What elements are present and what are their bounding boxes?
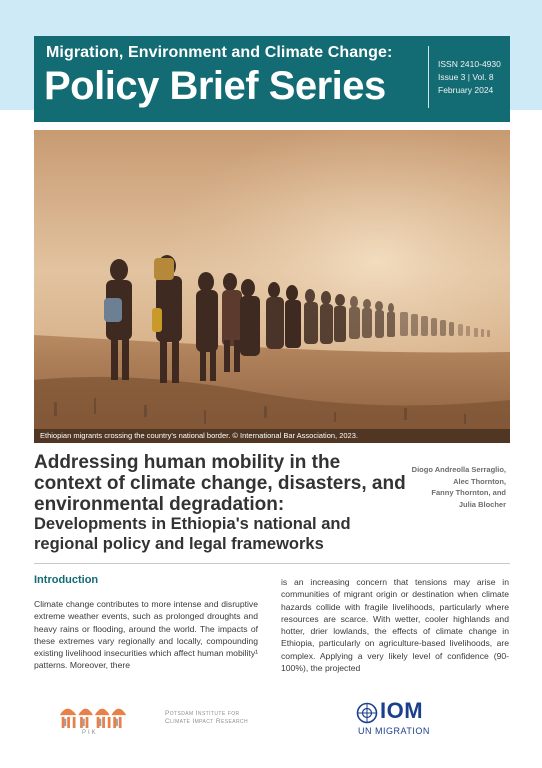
iom-logo [356,700,446,740]
pik-institute-name [165,710,248,726]
author-line: Julia Blocher [458,499,506,509]
series-title: Policy Brief Series [44,64,386,108]
brief-subtitle: Developments in Ethiopia's national and regional policy and legal frameworks [34,515,351,553]
banner-divider [428,46,429,108]
migrants-desert-illustration [34,130,510,443]
iom-wordmark: IOM [380,698,424,723]
un-emblem-icon [356,702,378,724]
pik-name-line: Potsdam Institute for [165,710,240,717]
date-text: February 2024 [438,85,494,95]
authors-block [400,464,506,510]
author-line: Diogo Andreolla Serraglio, [411,465,506,474]
issn-text: ISSN 2410-4930 [438,59,501,69]
publication-meta [438,58,501,97]
pik-abbreviation: PIK [82,730,98,736]
pik-name-line: Climate Impact Research [165,718,248,725]
series-banner [34,36,510,122]
author-line: Fanny Thornton, and [431,488,506,497]
photo-caption: Ethiopian migrants crossing the country's national border. © International Bar Association, 2023. [34,429,510,443]
introduction-heading: Introduction [34,574,99,586]
issue-text: Issue 3 | Vol. 8 [438,72,494,82]
iom-subtitle: UN MIGRATION [358,726,430,736]
series-name: Migration, Environment and Climate Change: [46,44,393,61]
intro-column-right: is an increasing concern that tensions may arise in communities of migrant origin or destination when climate hazards collide with fragile livelihoods, particularly where resources are scarce. With wetter, cooler highlands and hotter, drier lowlands, the effects of climate change in Ethiopia, particularly on agriculture-based livelihoods, are complex. Applying a very likely level of confidence (90-100%), the projected [281,577,509,674]
section-divider [34,563,510,564]
author-line: Alec Thornton, [453,476,506,486]
brief-title: Addressing human mobility in the context of climate change, disasters, and environmental degradation: [34,452,406,515]
pik-logo-mark-icon [58,700,128,732]
brief-headline [34,452,406,554]
intro-column-left: Climate change contributes to more intense and disruptive extreme weather events, such as prolonged droughts and heavy rains or flooding, around the world. The impacts of these extremes vary regionally and locally, compounding existing livelihood insecurities which affect human mobility¹ patterns. Moreover, there [34,599,258,671]
cover-photo [34,130,510,443]
